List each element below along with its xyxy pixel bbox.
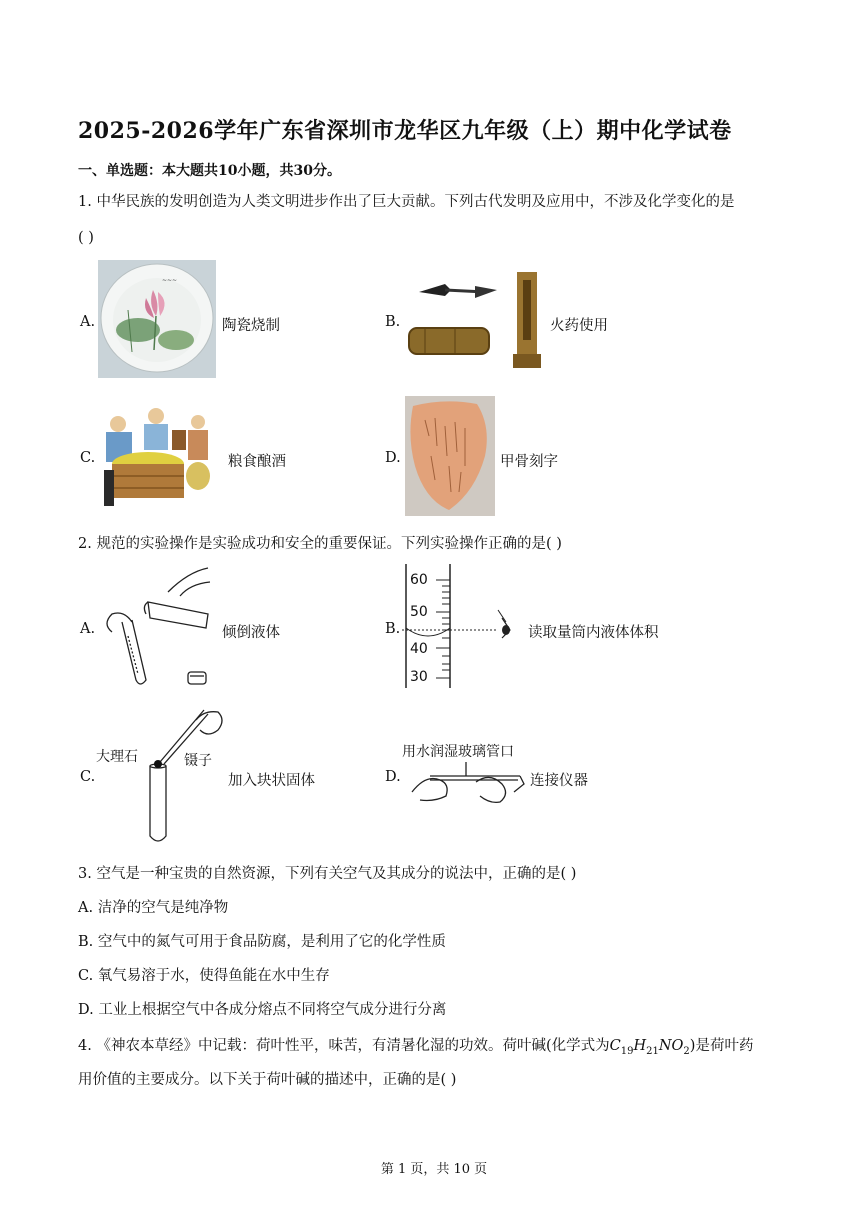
question-1-paren: ( ): [78, 230, 94, 246]
question-2-stem: 2. 规范的实验操作是实验成功和安全的重要保证。下列实验操作正确的是( ): [78, 536, 562, 552]
q4-text-pre: 4. 《神农本草经》中记载：荷叶性平，味苦，有清暑化湿的功效。荷叶碱(化学式为: [78, 1038, 610, 1054]
q1-option-d-caption: 甲骨刻字: [500, 454, 558, 470]
q4-text-post: )是荷叶药: [689, 1038, 754, 1054]
q3-option-d[interactable]: D. 工业上根据空气中各成分熔点不同将空气成分进行分离: [78, 1002, 447, 1018]
question-1-stem: 1. 中华民族的发明创造为人类文明进步作出了巨大贡献。下列古代发明及应用中，不涉及化学变化的是: [78, 194, 735, 210]
formula-h: H: [633, 1038, 647, 1054]
q1-option-b-letter[interactable]: B.: [385, 314, 401, 330]
q2-option-a-letter[interactable]: A.: [80, 621, 96, 637]
formula-o-sub: 2: [683, 1045, 690, 1057]
q2-option-a-caption: 倾倒液体: [222, 625, 280, 641]
q1-option-c-letter[interactable]: C.: [80, 450, 96, 466]
brewing-illustration-image: [98, 400, 216, 516]
cylinder-tick-label: 40: [410, 641, 428, 657]
q2-option-c-caption: 加入块状固体: [228, 773, 315, 789]
formula-c: C: [609, 1038, 621, 1054]
question-4-stem-line1: [78, 1036, 753, 1062]
q2-option-c-letter[interactable]: C.: [80, 769, 96, 785]
oracle-bone-image: [405, 396, 495, 516]
porcelain-plate-image: [98, 260, 216, 378]
q3-option-b[interactable]: B. 空气中的氮气可用于食品防腐，是利用了它的化学性质: [78, 934, 446, 950]
q2-option-b-caption: 读取量筒内液体体积: [528, 625, 659, 641]
formula-h-sub: 21: [646, 1045, 659, 1057]
svg-text:~~~: ~~~: [162, 277, 178, 284]
cylinder-tick-label: 50: [410, 604, 428, 620]
connecting-apparatus-drawing: [410, 762, 528, 806]
formula-no: NO: [658, 1038, 684, 1054]
question-4-stem-line2: 用价值的主要成分。以下关于荷叶碱的描述中，正确的是( ): [78, 1072, 457, 1088]
wet-tube-label: 用水润湿玻璃管口: [402, 744, 514, 760]
pouring-liquid-drawing: [98, 562, 222, 692]
cylinder-tick-label: 60: [410, 572, 428, 588]
q1-option-d-letter[interactable]: D.: [385, 450, 401, 466]
gunpowder-artifacts-image: [405, 266, 545, 374]
q2-option-d-letter[interactable]: D.: [385, 769, 401, 785]
cylinder-tick-label: 30: [410, 669, 428, 685]
q3-option-a[interactable]: A. 洁净的空气是纯净物: [78, 900, 229, 916]
q3-option-c[interactable]: C. 氧气易溶于水，使得鱼能在水中生存: [78, 968, 330, 984]
q1-option-a-caption: 陶瓷烧制: [222, 318, 280, 334]
q1-option-a-letter[interactable]: A.: [80, 314, 96, 330]
formula-c-sub: 19: [620, 1045, 634, 1057]
q1-option-c-caption: 粮食酿酒: [228, 454, 286, 470]
page-footer: 第 1 页，共 10 页: [380, 1162, 488, 1177]
marble-label: 大理石: [96, 749, 138, 765]
page-title: 2025-2026学年广东省深圳市龙华区九年级（上）期中化学试卷: [78, 118, 732, 144]
q2-option-d-caption: 连接仪器: [530, 773, 588, 789]
question-3-stem: 3. 空气是一种宝贵的自然资源，下列有关空气及其成分的说法中，正确的是( ): [78, 866, 577, 882]
section-heading: 一、单选题：本大题共10小题，共30分。: [78, 163, 341, 179]
adding-solid-drawing: [100, 700, 230, 846]
q2-option-b-letter[interactable]: B.: [385, 621, 401, 637]
chemical-formula: [609, 1038, 690, 1057]
q1-option-b-caption: 火药使用: [550, 318, 608, 334]
tweezers-label: 镊子: [184, 753, 212, 769]
